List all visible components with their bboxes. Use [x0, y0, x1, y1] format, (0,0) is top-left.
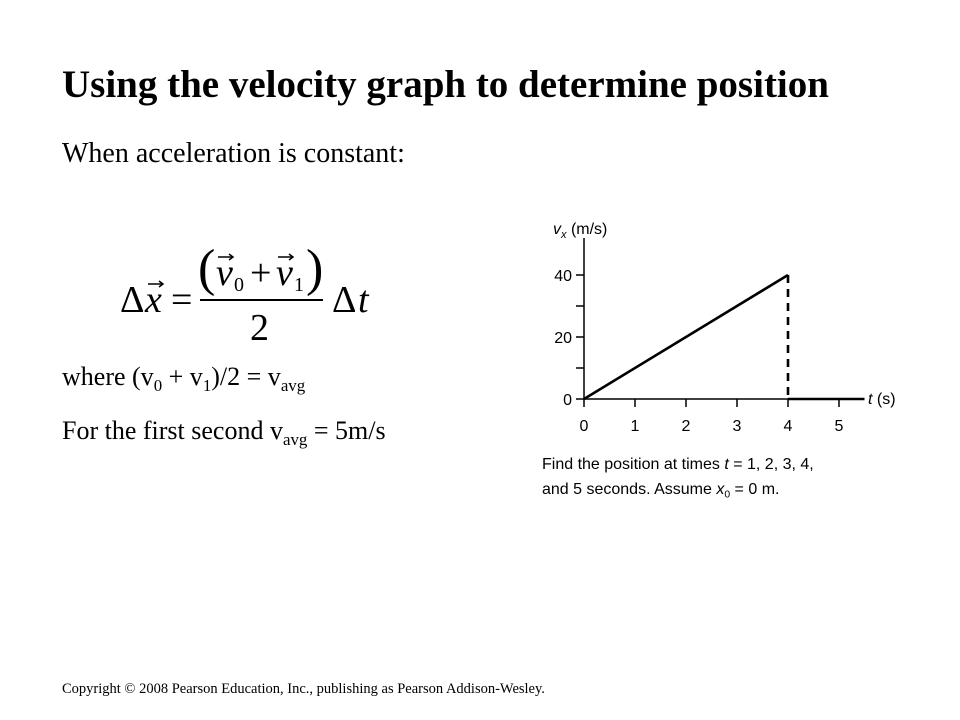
- formula-delta-t-t: t: [358, 279, 369, 321]
- formula-v0: v: [216, 252, 233, 294]
- caption-x: x: [716, 481, 725, 498]
- graph-caption: [542, 452, 902, 502]
- formula-equals: =: [171, 279, 193, 321]
- where-sub-1: 1: [202, 375, 212, 395]
- caption-text-2a: and 5 seconds. Assume: [542, 481, 717, 498]
- formula-lhs-x: x: [145, 279, 162, 321]
- caption-text-1b: = 1, 2, 3, 4,: [728, 456, 814, 473]
- formula-plus: +: [250, 252, 272, 294]
- x-tick-label: 3: [732, 418, 742, 435]
- caption-text-2b: = 0 m.: [730, 481, 780, 498]
- caption-line-1: [542, 452, 902, 477]
- formula-sub1: 1: [294, 274, 304, 296]
- formula-delta-t-delta: Δ: [332, 279, 357, 321]
- average-velocity-definition: [62, 362, 306, 395]
- x-tick-label: 1: [630, 418, 640, 435]
- where-sub-0: 0: [153, 375, 163, 395]
- y-tick-label: 20: [554, 330, 572, 347]
- caption-line-2: [542, 477, 902, 502]
- formula-lparen: (: [198, 240, 216, 297]
- first-text-2: = 5m/s: [307, 416, 386, 445]
- displacement-formula: [118, 240, 388, 350]
- y-axis-label: $v_x$ (m/s): [553, 221, 608, 241]
- formula-rparen: ): [306, 240, 324, 297]
- caption-x-sub: 0: [724, 489, 731, 501]
- first-text-1: For the first second v: [62, 416, 283, 445]
- copyright-notice: Copyright © 2008 Pearson Education, Inc., publishing as Pearson Addison-Wesley.: [62, 681, 545, 697]
- caption-text-1a: Find the position at times: [542, 456, 725, 473]
- where-sub-avg: avg: [280, 375, 306, 395]
- where-text-3: )/2 = v: [211, 362, 281, 391]
- formula-denominator: 2: [250, 307, 269, 349]
- slide-title: Using the velocity graph to determine position: [62, 63, 829, 106]
- x-tick-label: 0: [579, 418, 589, 435]
- formula-lhs-delta: Δ: [120, 279, 145, 321]
- slide-subtitle: When acceleration is constant:: [62, 138, 405, 169]
- x-tick-label: 5: [834, 418, 844, 435]
- where-text-1: where (v: [62, 362, 154, 391]
- first-sub-avg: avg: [282, 429, 308, 449]
- velocity-line-segment-1: [584, 275, 788, 399]
- formula-v1: v: [276, 252, 293, 294]
- first-second-average: [62, 416, 386, 449]
- y-tick-label: 0: [563, 392, 572, 409]
- x-tick-label: 4: [783, 418, 793, 435]
- x-axis-label: t (s): [868, 391, 896, 408]
- y-tick-label: 40: [554, 268, 572, 285]
- formula-svg: [118, 240, 388, 350]
- formula-sub0: 0: [234, 274, 244, 296]
- x-tick-label: 2: [681, 418, 691, 435]
- caption-t: t: [724, 456, 729, 473]
- where-text-2: + v: [162, 362, 203, 391]
